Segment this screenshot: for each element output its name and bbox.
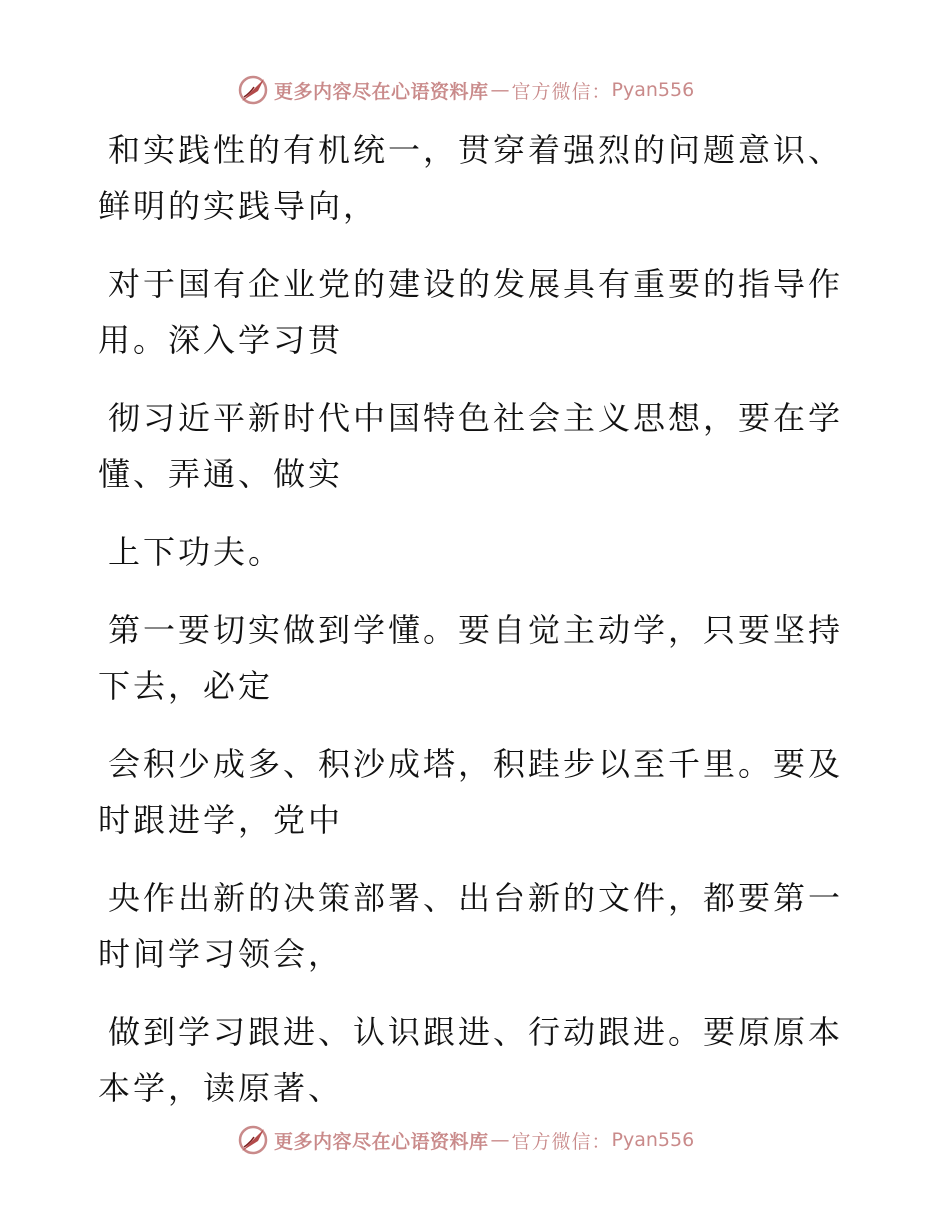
watermark-dash: — (490, 79, 510, 101)
paragraph-line: 鲜明的实践导向， (98, 187, 379, 225)
watermark-wechat-id: Pyan556 (611, 79, 695, 101)
paragraph-line: 第一要切实做到学懂。要自觉主动学，只要坚持 (108, 611, 844, 649)
footer-watermark (236, 1122, 694, 1158)
watermark-label: 官方微信： (511, 80, 612, 103)
paragraph (98, 524, 838, 580)
document-body (98, 122, 844, 1138)
paragraph (98, 736, 844, 848)
watermark-title: 更多内容尽在心语资料库 (274, 80, 489, 103)
paragraph-line: 对于国有企业党的建设的发展具有重要的指导作 (108, 265, 844, 303)
paragraph (98, 122, 844, 234)
paragraph-line: 时间学习领会， (98, 935, 344, 973)
paragraph-line: 做到学习跟进、认识跟进、行动跟进。要原原本 (108, 1013, 844, 1051)
paragraph-line: 用。深入学习贯 (98, 321, 344, 359)
paragraph-line: 懂、弄通、做实 (98, 455, 344, 493)
paragraph-line: 上下功夫。 (108, 533, 284, 571)
paragraph (98, 256, 844, 368)
paragraph (98, 602, 844, 714)
paragraph-line: 会积少成多、积沙成塔，积跬步以至千里。要及 (108, 745, 844, 783)
paragraph-line: 下去，必定 (98, 667, 274, 705)
watermark-label: 官方微信： (511, 1130, 612, 1153)
paragraph-line: 央作出新的决策部署、出台新的文件，都要第一 (108, 879, 844, 917)
watermark-dash: — (490, 1129, 510, 1151)
quill-logo-icon (236, 73, 270, 107)
paragraph (98, 390, 844, 502)
watermark-title: 更多内容尽在心语资料库 (274, 1130, 489, 1153)
paragraph-line: 本学，读原著、 (98, 1069, 344, 1107)
paragraph-line: 和实践性的有机统一，贯穿着强烈的问题意识、 (108, 131, 844, 169)
header-watermark (236, 72, 694, 108)
paragraph (98, 1004, 844, 1116)
paragraph-line: 彻习近平新时代中国特色社会主义思想，要在学 (108, 399, 844, 437)
paragraph-line: 时跟进学，党中 (98, 801, 344, 839)
quill-logo-icon (236, 1123, 270, 1157)
paragraph (98, 870, 844, 982)
watermark-wechat-id: Pyan556 (611, 1129, 695, 1151)
